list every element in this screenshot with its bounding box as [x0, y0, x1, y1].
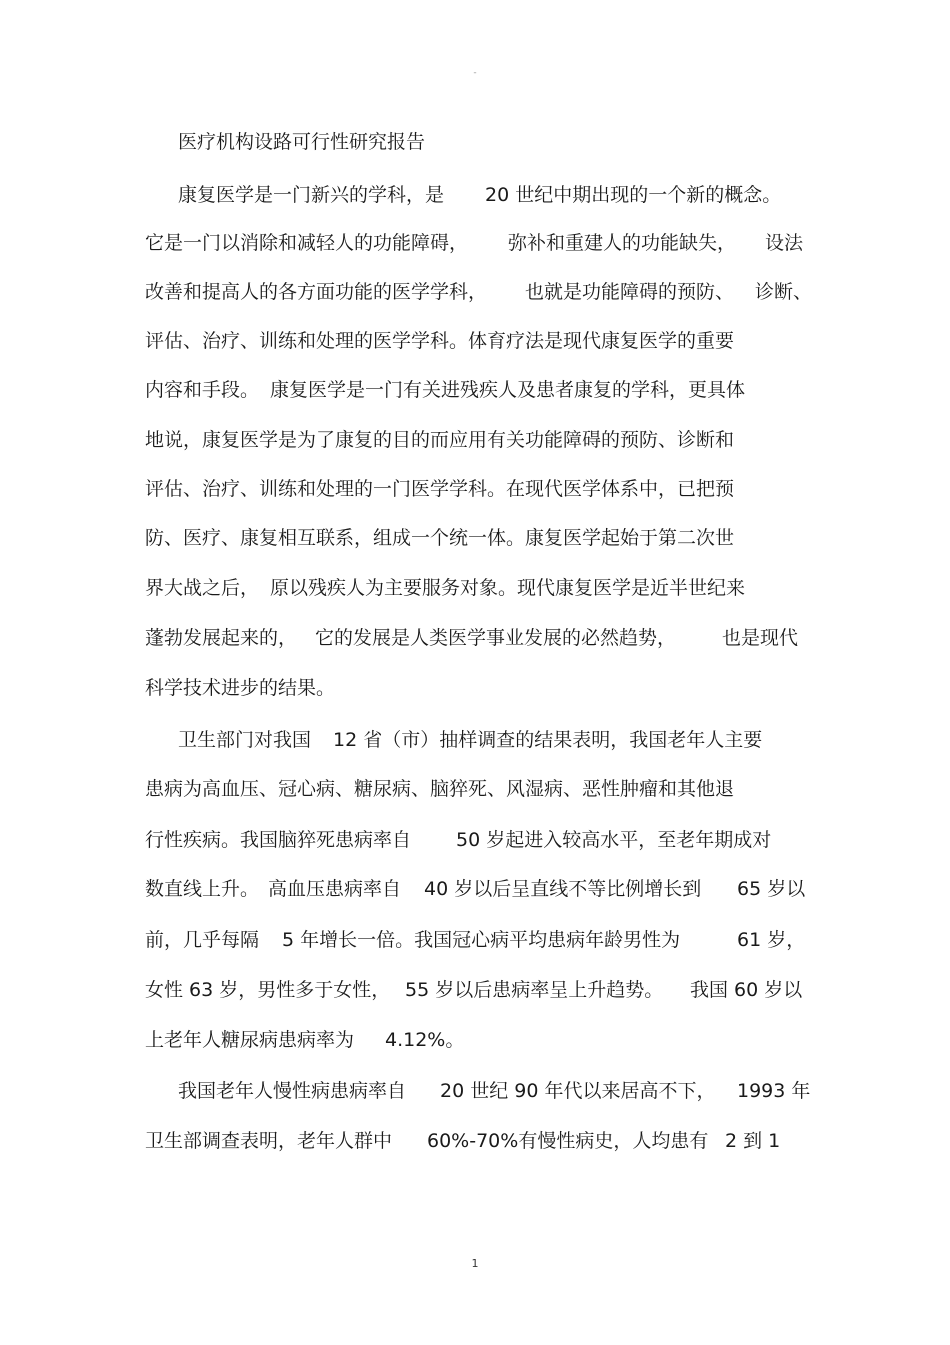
text-segment: 设法 — [765, 232, 804, 254]
text-segment: 科学技术进步的结果。 — [145, 677, 336, 699]
text-segment: 2 到 1 — [725, 1130, 781, 1152]
text-segment: 1993 年 — [737, 1080, 811, 1102]
text-segment: 上老年人糖尿病患病率为 — [145, 1029, 355, 1051]
text-segment: 20 世纪中期出现的一个新的概念。 — [485, 184, 782, 206]
text-segment: 原以残疾人为主要服务对象。现代康复医学是近半世纪来 — [270, 577, 746, 599]
text-segment: 65 岁以 — [737, 878, 806, 900]
text-line — [0, 573, 950, 603]
text-segment: 地说，康复医学是为了康复的目的而应用有关功能障碍的预防、诊断和 — [145, 429, 735, 451]
text-segment: 卫生部调查表明，老年人群中 — [145, 1130, 393, 1152]
text-segment: 卫生部门对我国 — [178, 729, 312, 751]
text-line — [0, 874, 950, 904]
document-title-text: 医疗机构设路可行性研究报告 — [178, 131, 426, 153]
text-segment: 高血压患病率自 — [268, 878, 402, 900]
document-title — [0, 127, 950, 157]
text-segment: 防、医疗、康复相互联系，组成一个统一体。康复医学起始于第二次世 — [145, 527, 735, 549]
text-segment: 患病为高血压、冠心病、糖尿病、脑猝死、风湿病、恶性肿瘤和其他退 — [145, 778, 735, 800]
text-line — [0, 523, 950, 553]
text-segment: 20 世纪 90 年代以来居高不下， — [440, 1080, 716, 1102]
text-line — [0, 425, 950, 455]
text-segment: 也是现代 — [722, 627, 799, 649]
text-line — [0, 228, 950, 258]
text-segment: 界大战之后， — [145, 577, 260, 599]
text-segment: 也就是功能障碍的预防、 — [525, 281, 735, 303]
text-segment: 55 岁以后患病率呈上升趋势。 — [405, 979, 664, 1001]
text-segment: 它是一门以消除和减轻人的功能障碍， — [145, 232, 469, 254]
text-segment: 康复医学是一门有关进残疾人及患者康复的学科，更具体 — [270, 379, 746, 401]
text-segment: 评估、治疗、训练和处理的一门医学学科。在现代医学体系中，已把预 — [145, 478, 735, 500]
text-segment: 5 年增长一倍。我国冠心病平均患病年龄男性为 — [282, 929, 681, 951]
text-segment: 50 岁起进入较高水平，至老年期成对 — [456, 829, 772, 851]
text-line — [0, 326, 950, 356]
text-segment: 61 岁， — [737, 929, 806, 951]
text-line — [0, 474, 950, 504]
text-segment: 内容和手段。 — [145, 379, 260, 401]
text-line — [0, 180, 950, 210]
text-segment: 评估、治疗、训练和处理的医学学科。体育疗法是现代康复医学的重要 — [145, 330, 735, 352]
text-segment: 改善和提高人的各方面功能的医学学科， — [145, 281, 488, 303]
text-line — [0, 1025, 950, 1055]
text-segment: 行性疾病。我国脑猝死患病率自 — [145, 829, 412, 851]
text-segment: 它的发展是人类医学事业发展的必然趋势， — [315, 627, 677, 649]
text-segment: 数直线上升。 — [145, 878, 260, 900]
text-line — [0, 673, 950, 703]
text-segment: 蓬勃发展起来的， — [145, 627, 298, 649]
text-line — [0, 725, 950, 755]
text-line — [0, 975, 950, 1005]
text-line — [0, 825, 950, 855]
text-segment: 诊断、 — [755, 281, 813, 303]
text-segment: 4.12%。 — [385, 1029, 465, 1051]
text-line — [0, 375, 950, 405]
text-segment: 40 岁以后呈直线不等比例增长到 — [424, 878, 702, 900]
page-number: 1 — [471, 1257, 479, 1270]
text-segment: 60%-70%有慢性病史，人均患有 — [427, 1130, 709, 1152]
text-segment: 我国老年人慢性病患病率自 — [178, 1080, 407, 1102]
text-segment: 康复医学是一门新兴的学科，是 — [178, 184, 445, 206]
header-mark: - — [473, 68, 477, 78]
text-line — [0, 277, 950, 307]
text-segment: 女性 63 岁，男性多于女性， — [145, 979, 391, 1001]
text-segment: 12 省（市）抽样调查的结果表明，我国老年人主要 — [333, 729, 763, 751]
text-line — [0, 1076, 950, 1106]
text-segment: 前，几乎每隔 — [145, 929, 260, 951]
text-line — [0, 1126, 950, 1156]
text-segment: 弥补和重建人的功能缺失， — [508, 232, 737, 254]
text-line — [0, 925, 950, 955]
text-line — [0, 774, 950, 804]
text-line — [0, 623, 950, 653]
text-segment: 我国 60 岁以 — [690, 979, 803, 1001]
